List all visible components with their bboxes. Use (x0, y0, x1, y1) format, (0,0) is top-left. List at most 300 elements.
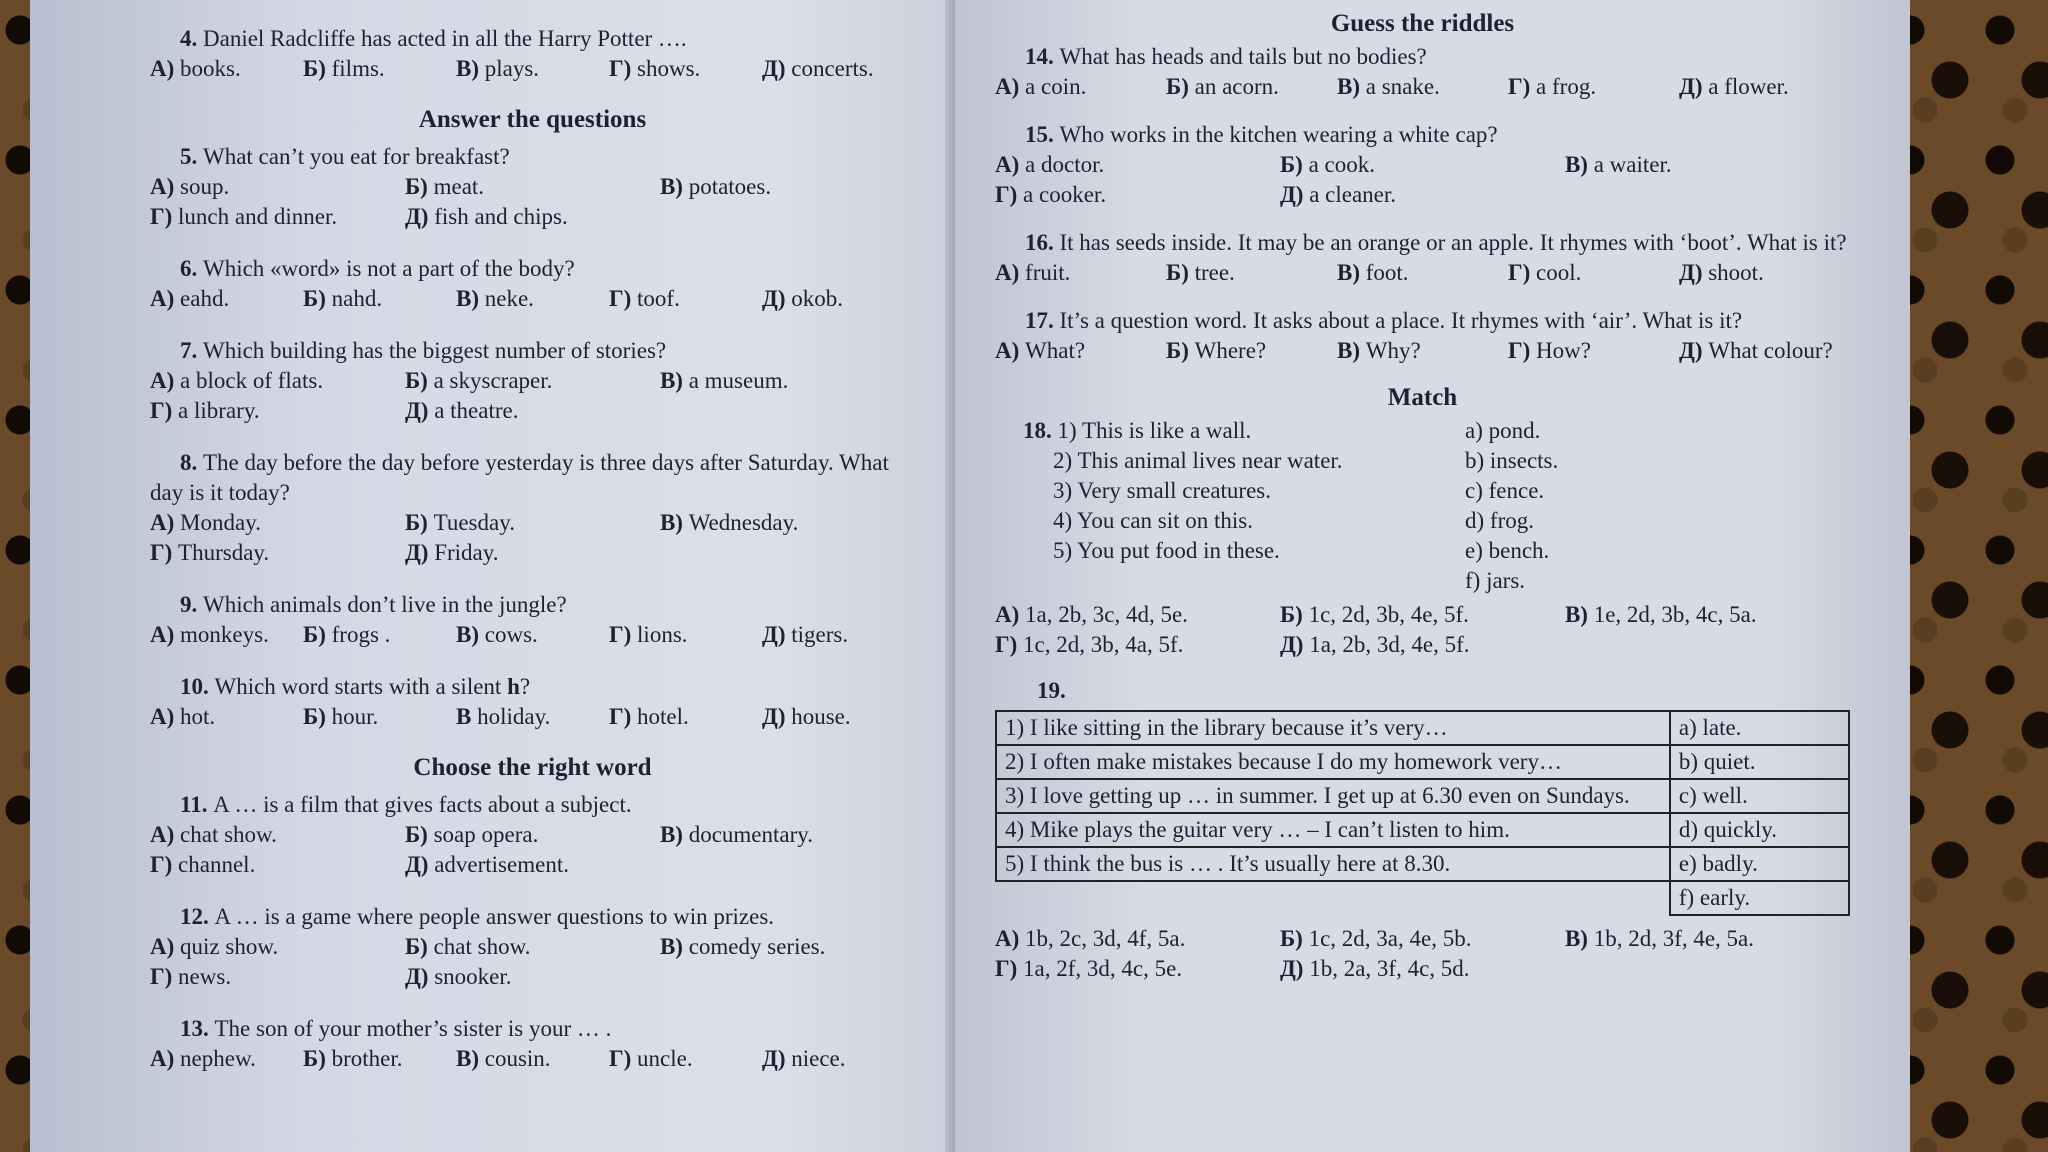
answer-option[interactable] (609, 284, 762, 314)
answer-option[interactable] (150, 962, 405, 992)
option-text: neke. (484, 286, 534, 311)
answer-option[interactable] (1280, 180, 1565, 210)
match-sentence: 3) I love getting up … in summer. I get up at 6.30 even on Sundays. (996, 779, 1670, 813)
question-text (150, 24, 915, 54)
option-letter: Д) (1679, 260, 1709, 285)
answer-option[interactable] (150, 1044, 303, 1074)
option-letter: А) (150, 286, 181, 311)
option-letter: А) (150, 510, 181, 535)
option-letter: Г) (609, 1046, 638, 1071)
option-letter: Г) (150, 204, 179, 229)
answer-option[interactable] (405, 850, 660, 880)
match-sentence (996, 881, 1670, 915)
question-text (150, 1014, 915, 1044)
question-number: 14. (1025, 44, 1060, 69)
answer-options (150, 284, 915, 314)
answer-option[interactable] (762, 702, 915, 732)
answer-option[interactable] (995, 600, 1280, 630)
option-text: a coin. (1025, 74, 1087, 99)
answer-option[interactable] (150, 932, 405, 962)
option-letter: А) (150, 368, 181, 393)
question-number: 19. (1037, 678, 1066, 703)
option-text: 1c, 2d, 3a, 4e, 5b. (1308, 926, 1472, 951)
option-text: a doctor. (1025, 152, 1105, 177)
option-letter: Д) (404, 852, 435, 877)
question-number: 10. (180, 674, 215, 699)
question-text (150, 142, 915, 172)
answer-option[interactable] (660, 508, 915, 538)
answer-options (150, 702, 915, 732)
answer-option[interactable] (150, 508, 405, 538)
match-word: b) quiet. (1670, 745, 1849, 779)
option-letter: Б) (303, 56, 332, 81)
answer-options (995, 150, 1850, 210)
question-number: 11. (180, 792, 214, 817)
answer-option[interactable] (456, 620, 609, 650)
option-letter: Д) (1279, 956, 1310, 981)
option-text: soap opera. (433, 822, 539, 847)
answer-options (995, 336, 1850, 366)
answer-option[interactable] (995, 924, 1280, 954)
answer-option[interactable] (150, 284, 303, 314)
question-q9 (150, 590, 915, 650)
question-number: 13. (180, 1016, 215, 1041)
answer-option[interactable] (456, 702, 609, 732)
option-text: a library. (178, 398, 260, 423)
option-text: soup. (180, 174, 230, 199)
option-letter: Д) (762, 56, 792, 81)
option-letter: А) (150, 704, 181, 729)
option-text: a cook. (1308, 152, 1376, 177)
option-text: Where? (1194, 338, 1267, 363)
question-q5 (150, 142, 915, 232)
option-letter: Г) (150, 398, 179, 423)
match-item-text: 5) You put food in these. (1053, 538, 1280, 563)
question-number: 18. (1023, 418, 1058, 443)
option-text: a block of flats. (180, 368, 324, 393)
option-text: films. (331, 56, 385, 81)
answer-option[interactable] (660, 820, 915, 850)
left-page (30, 0, 955, 1152)
answer-option[interactable] (405, 202, 660, 232)
answer-option[interactable] (405, 172, 660, 202)
option-text: cousin. (484, 1046, 551, 1071)
option-letter: А) (995, 152, 1026, 177)
question-number: 12. (180, 904, 215, 929)
answer-options (150, 366, 915, 426)
option-letter: Д) (1279, 632, 1310, 657)
answer-option[interactable] (405, 396, 660, 426)
option-letter: Д) (404, 540, 435, 565)
option-letter: Б) (404, 934, 434, 959)
option-letter: Д) (762, 1046, 792, 1071)
answer-option[interactable] (1565, 924, 1850, 954)
match-columns (995, 416, 1850, 596)
answer-option[interactable] (150, 366, 405, 396)
option-text: Tuesday. (433, 510, 515, 535)
answer-option[interactable] (1508, 258, 1679, 288)
answer-option[interactable] (1679, 336, 1850, 366)
option-text: an acorn. (1194, 74, 1279, 99)
question-q11 (150, 790, 915, 880)
option-text: a flower. (1708, 74, 1789, 99)
answer-option[interactable] (150, 850, 405, 880)
answer-option[interactable] (1565, 600, 1850, 630)
option-letter: А) (995, 74, 1026, 99)
option-text: chat show. (433, 934, 531, 959)
question-q8 (150, 448, 915, 568)
option-text: tree. (1194, 260, 1235, 285)
answer-option[interactable] (1679, 258, 1850, 288)
option-letter: Д) (762, 286, 792, 311)
option-letter: А) (995, 602, 1026, 627)
answer-option[interactable] (609, 54, 762, 84)
answer-option[interactable] (995, 336, 1166, 366)
question-body: What can’t you eat for breakfast? (203, 144, 510, 169)
question-number: 15. (1025, 122, 1060, 147)
question-body: Which word starts with a silent (214, 674, 508, 699)
option-text: frogs . (331, 622, 391, 647)
answer-option[interactable] (995, 258, 1166, 288)
option-letter: Г) (995, 632, 1024, 657)
match-item (995, 446, 1465, 476)
option-letter: В) (1337, 338, 1366, 363)
answer-option[interactable] (1280, 924, 1565, 954)
question-text (150, 336, 915, 366)
option-letter: В) (659, 822, 689, 847)
question-number: 5. (180, 144, 203, 169)
match-item (995, 506, 1465, 536)
option-text: toof. (637, 286, 680, 311)
answer-option[interactable] (303, 284, 456, 314)
option-text: meat. (433, 174, 485, 199)
option-letter: А) (150, 56, 181, 81)
match-item-text: 3) Very small creatures. (1053, 478, 1271, 503)
option-letter: А) (995, 260, 1026, 285)
option-text: a cleaner. (1309, 182, 1397, 207)
option-letter: А) (150, 1046, 181, 1071)
option-text: tigers. (791, 622, 849, 647)
question-body: What has heads and tails but no bodies? (1059, 44, 1427, 69)
question-text (150, 790, 915, 820)
answer-option[interactable] (660, 172, 915, 202)
match-answer: c) fence. (1465, 478, 1545, 503)
option-text: eahd. (180, 286, 230, 311)
option-text: okob. (791, 286, 843, 311)
option-letter: Б) (1166, 74, 1195, 99)
option-letter: А) (150, 174, 181, 199)
option-text: uncle. (637, 1046, 693, 1071)
answer-option[interactable] (405, 538, 660, 568)
question-number: 6. (180, 256, 203, 281)
option-letter: Б) (303, 704, 332, 729)
answer-option[interactable] (1337, 72, 1508, 102)
option-letter: В) (659, 934, 689, 959)
option-text: documentary. (688, 822, 814, 847)
answer-option[interactable] (995, 72, 1166, 102)
match-answer: d) frog. (1465, 508, 1534, 533)
question-q14 (995, 42, 1850, 102)
option-text: books. (180, 56, 241, 81)
option-letter: Б) (1279, 602, 1309, 627)
question-body: Which «word» is not a part of the body? (203, 256, 575, 281)
answer-option[interactable] (660, 932, 915, 962)
question-text (150, 448, 915, 508)
option-letter: В (456, 704, 478, 729)
question-number: 8. (180, 450, 203, 475)
option-letter: В) (456, 286, 485, 311)
answer-option[interactable] (405, 820, 660, 850)
option-text: plays. (484, 56, 540, 81)
option-text: 1a, 2b, 3d, 4e, 5f. (1309, 632, 1470, 657)
option-text: hotel. (637, 704, 689, 729)
answer-option[interactable] (1679, 72, 1850, 102)
option-letter: В) (1564, 926, 1594, 951)
answer-option[interactable] (405, 508, 660, 538)
question-q15 (995, 120, 1850, 210)
option-text: lions. (637, 622, 688, 647)
answer-option[interactable] (456, 54, 609, 84)
match-word: d) quickly. (1670, 813, 1849, 847)
answer-options (150, 508, 915, 568)
option-text: 1e, 2d, 3b, 4c, 5a. (1593, 602, 1757, 627)
answer-option[interactable] (1166, 72, 1337, 102)
match-item-text: 4) You can sit on this. (1053, 508, 1253, 533)
option-text: 1c, 2d, 3b, 4a, 5f. (1023, 632, 1184, 657)
answer-option[interactable] (303, 620, 456, 650)
section-title-answer: Answer the questions (418, 106, 647, 133)
answer-option[interactable] (405, 962, 660, 992)
question-q6 (150, 254, 915, 314)
answer-option[interactable] (150, 396, 405, 426)
answer-options (995, 600, 1850, 660)
match-word: f) early. (1670, 881, 1849, 915)
option-text: a skyscraper. (433, 368, 553, 393)
answer-option[interactable] (150, 172, 405, 202)
match-word: e) badly. (1670, 847, 1849, 881)
question-text (995, 228, 1850, 258)
option-text: fruit. (1025, 260, 1071, 285)
option-text: 1a, 2f, 3d, 4c, 5e. (1023, 956, 1183, 981)
option-letter: Д) (404, 398, 435, 423)
option-letter: Д) (404, 964, 435, 989)
answer-options (150, 620, 915, 650)
option-letter: Б) (404, 822, 434, 847)
answer-option[interactable] (303, 702, 456, 732)
answer-option[interactable] (456, 1044, 609, 1074)
option-text: cows. (484, 622, 538, 647)
option-text: shows. (637, 56, 701, 81)
answer-option[interactable] (995, 150, 1280, 180)
question-text (150, 902, 915, 932)
option-text: fish and chips. (434, 204, 568, 229)
option-letter: Д) (1679, 338, 1709, 363)
question-text (995, 120, 1850, 150)
match-word: c) well. (1670, 779, 1849, 813)
answer-option[interactable] (405, 932, 660, 962)
question-q17 (995, 306, 1850, 366)
option-text: chat show. (180, 822, 277, 847)
question-q10 (150, 672, 915, 732)
answer-option[interactable] (303, 1044, 456, 1074)
answer-option[interactable] (1280, 630, 1565, 660)
match-table-row (996, 881, 1849, 915)
option-letter: Б) (303, 622, 332, 647)
option-text: a cooker. (1023, 182, 1107, 207)
option-letter: Г) (1508, 338, 1537, 363)
option-letter: Г) (150, 964, 179, 989)
answer-option[interactable] (150, 54, 303, 84)
option-text: brother. (331, 1046, 403, 1071)
option-letter: Г) (609, 286, 638, 311)
option-text: How? (1536, 338, 1591, 363)
answer-option[interactable] (456, 284, 609, 314)
question-number: 4. (180, 26, 203, 51)
question-q16 (995, 228, 1850, 288)
answer-option[interactable] (1337, 258, 1508, 288)
answer-option[interactable] (150, 538, 405, 568)
match-table-row (996, 847, 1849, 881)
option-letter: А) (150, 622, 181, 647)
option-letter: А) (995, 926, 1026, 951)
answer-option[interactable] (1508, 336, 1679, 366)
answer-options (150, 932, 915, 992)
answer-option[interactable] (150, 620, 303, 650)
option-text: Thursday. (178, 540, 270, 565)
answer-option[interactable] (762, 284, 915, 314)
answer-option[interactable] (762, 620, 915, 650)
option-text: shoot. (1708, 260, 1764, 285)
match-item (995, 476, 1465, 506)
answer-option[interactable] (609, 702, 762, 732)
section-title-match: Match (1387, 384, 1458, 411)
option-letter: Б) (1166, 338, 1195, 363)
match-sentence: 5) I think the bus is … . It’s usually here at 8.30. (996, 847, 1670, 881)
option-letter: А) (150, 934, 181, 959)
answer-option[interactable] (762, 1044, 915, 1074)
option-text: 1c, 2d, 3b, 4e, 5f. (1308, 602, 1469, 627)
answer-option[interactable] (995, 954, 1280, 984)
answer-option[interactable] (405, 366, 660, 396)
answer-option[interactable] (609, 1044, 762, 1074)
answer-options (995, 924, 1850, 984)
answer-option[interactable] (1337, 336, 1508, 366)
option-text: a waiter. (1593, 152, 1672, 177)
question-number: 9. (180, 592, 203, 617)
option-letter: Д) (762, 622, 792, 647)
match-table-row (996, 711, 1849, 745)
answer-option[interactable] (1166, 258, 1337, 288)
answer-option[interactable] (762, 54, 915, 84)
option-text: What? (1025, 338, 1086, 363)
option-text: 1b, 2c, 3d, 4f, 5a. (1025, 926, 1186, 951)
option-letter: Г) (609, 56, 638, 81)
option-text: snooker. (434, 964, 512, 989)
question-body: Daniel Radcliffe has acted in all the Harry Potter …. (203, 26, 687, 51)
answer-option[interactable] (150, 702, 303, 732)
option-text: Why? (1365, 338, 1421, 363)
match-table-row (996, 779, 1849, 813)
option-text: nephew. (180, 1046, 256, 1071)
option-letter: Б) (1279, 152, 1309, 177)
option-text: quiz show. (180, 934, 279, 959)
option-text: hot. (180, 704, 216, 729)
option-letter: В) (659, 510, 689, 535)
option-letter: Г) (1508, 74, 1537, 99)
option-text: a museum. (688, 368, 789, 393)
answer-option[interactable] (150, 820, 405, 850)
question-text (150, 590, 915, 620)
match-table-row (996, 813, 1849, 847)
match-answers (1465, 416, 1558, 596)
answer-option[interactable] (1166, 336, 1337, 366)
answer-options (995, 258, 1850, 288)
question-body: Which building has the biggest number of stories? (203, 338, 667, 363)
option-letter: Г) (609, 622, 638, 647)
option-text: nahd. (331, 286, 383, 311)
option-text: niece. (791, 1046, 846, 1071)
answer-option[interactable] (1280, 150, 1565, 180)
answer-option[interactable] (995, 180, 1280, 210)
option-text: foot. (1365, 260, 1409, 285)
option-letter: Б) (303, 1046, 332, 1071)
match-table-row (996, 745, 1849, 779)
option-text: hour. (331, 704, 379, 729)
answer-option[interactable] (660, 366, 915, 396)
option-letter: В) (659, 368, 689, 393)
question-text (150, 254, 915, 284)
option-text: lunch and dinner. (178, 204, 338, 229)
answer-option[interactable] (303, 54, 456, 84)
option-letter: Б) (404, 368, 434, 393)
answer-option[interactable] (150, 202, 405, 232)
answer-option[interactable] (609, 620, 762, 650)
option-text: Friday. (434, 540, 499, 565)
answer-options (995, 72, 1850, 102)
option-letter: Д) (404, 204, 435, 229)
option-letter: В) (1564, 602, 1594, 627)
match-table (995, 710, 1850, 916)
question-number: 17. (1025, 308, 1060, 333)
option-text: channel. (178, 852, 256, 877)
question-text (150, 672, 915, 702)
answer-option[interactable] (1565, 150, 1850, 180)
option-letter: В) (1564, 152, 1594, 177)
option-text: concerts. (791, 56, 874, 81)
option-text: comedy series. (688, 934, 826, 959)
question-body: The son of your mother’s sister is your … . (214, 1016, 612, 1041)
match-item-text: 1) This is like a wall. (1057, 418, 1252, 443)
question-q7 (150, 336, 915, 426)
option-letter: Б) (1279, 926, 1309, 951)
option-letter: В) (1337, 74, 1366, 99)
option-text: a frog. (1536, 74, 1597, 99)
question-q13 (150, 1014, 915, 1074)
option-letter: Г) (995, 956, 1024, 981)
answer-option[interactable] (1508, 72, 1679, 102)
match-sentence: 1) I like sitting in the library because it’s very… (996, 711, 1670, 745)
option-text: 1b, 2d, 3f, 4e, 5a. (1593, 926, 1755, 951)
question-text (995, 42, 1850, 72)
answer-option[interactable] (1280, 600, 1565, 630)
answer-option[interactable] (1280, 954, 1565, 984)
match-answer: a) pond. (1465, 418, 1541, 443)
option-text: 1b, 2a, 3f, 4c, 5d. (1309, 956, 1470, 981)
answer-option[interactable] (995, 630, 1280, 660)
option-text: news. (178, 964, 232, 989)
question-emphasis: h (507, 674, 520, 699)
option-text: house. (791, 704, 851, 729)
